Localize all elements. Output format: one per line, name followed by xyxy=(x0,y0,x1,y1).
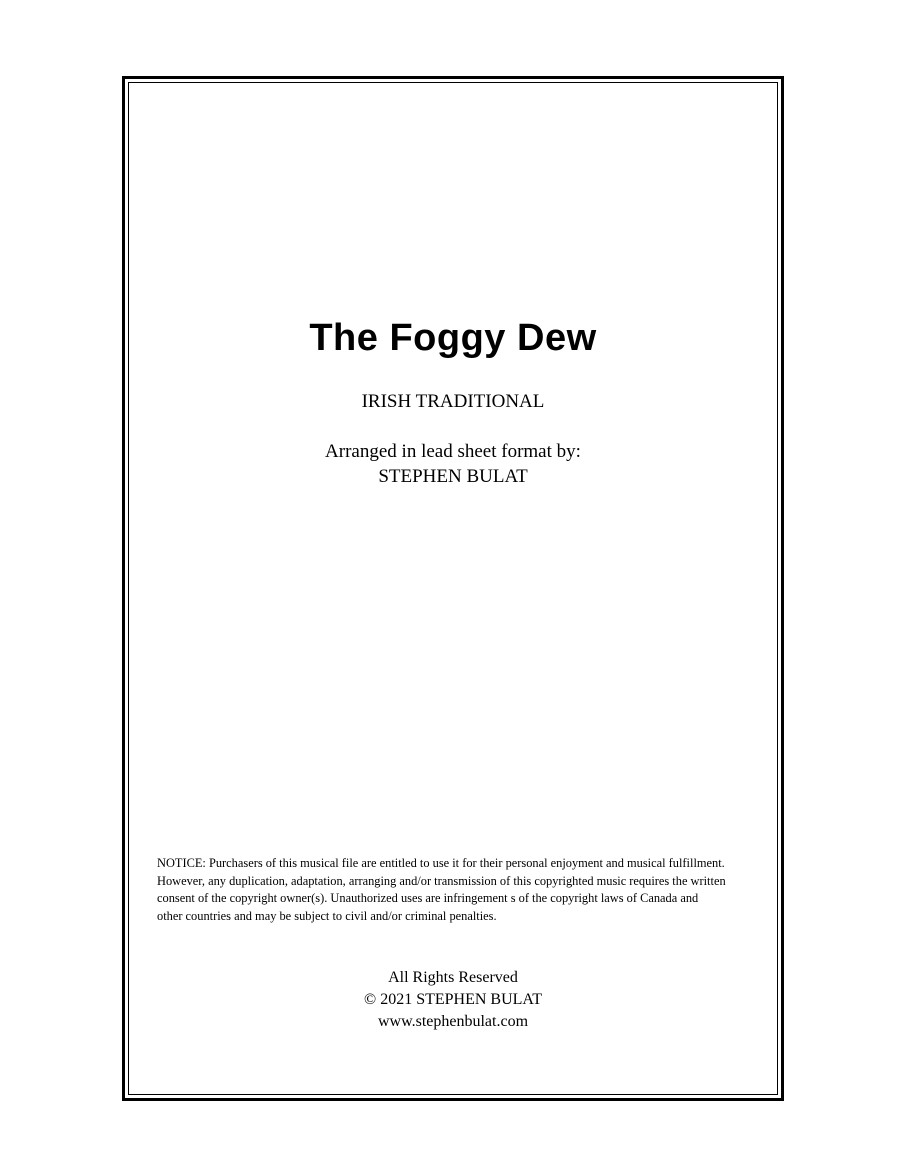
rights-block xyxy=(129,967,777,1033)
arranger-name: STEPHEN BULAT xyxy=(378,466,528,487)
page-border-inner xyxy=(128,82,778,1095)
song-title: The Foggy Dew xyxy=(309,317,597,359)
page-border-outer xyxy=(122,76,784,1101)
copyright-notice xyxy=(157,855,753,925)
notice-line: other countries and may be subject to civil and/or criminal penalties. xyxy=(157,908,497,923)
arranged-by-label: Arranged in lead sheet format by: xyxy=(325,441,581,462)
arranger-block xyxy=(129,439,777,489)
notice-line: NOTICE: Purchasers of this musical file are entitled to use it for their personal enjoyment and musical fulfillment. xyxy=(157,856,725,870)
composer-credit: IRISH TRADITIONAL xyxy=(361,391,545,412)
notice-line: consent of the copyright owner(s). Unauthorized uses are infringement s of the copyright laws of Canada and xyxy=(157,891,699,905)
copyright-line: © 2021 STEPHEN BULAT xyxy=(364,991,542,1008)
website-link[interactable]: www.stephenbulat.com xyxy=(377,1013,529,1030)
rights-reserved: All Rights Reserved xyxy=(388,969,518,986)
notice-line: However, any duplication, adaptation, arranging and/or transmission of this copyrighted music requires the written xyxy=(157,873,726,888)
